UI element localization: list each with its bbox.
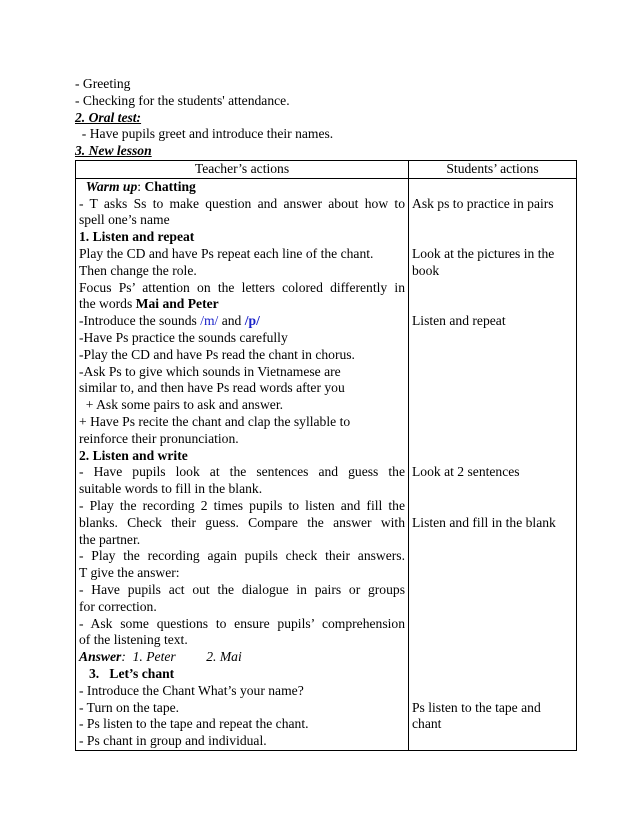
teacher-text: suitable words to fill in the blank. [79,481,263,497]
teacher-text: similar to, and then have Ps read words after you [79,380,345,396]
teacher-text [79,313,405,330]
teacher-text: -Have Ps practice the sounds carefully [79,329,288,345]
attendance-line: - Checking for the students' attendance. [75,92,290,108]
teacher-text: + Have Ps recite the chant and clap the syllable to [79,413,351,429]
teacher-text-pre: -Introduce the sounds [79,313,201,329]
answer-line [79,649,405,666]
sound-m: /m/ [200,313,219,329]
warm-up-sep: : [137,178,145,194]
teacher-text [79,397,405,414]
student-text: Listen and fill in the blank [412,514,556,530]
section-heading-listen-repeat: 1. Listen and repeat [79,229,195,245]
highlight-words: Mai and Peter [135,296,219,312]
teacher-text: - Ps listen to the tape and repeat the chant. [79,716,309,732]
lesson-plan-table [75,160,577,751]
table-header-row [76,161,577,179]
oral-test-line [75,126,575,143]
student-text: Ps listen to the tape and [412,699,541,715]
students-actions-header: Students’ actions [409,161,577,179]
answer-label: Answer [79,649,122,665]
teacher-text: Then change the role. [79,262,197,278]
teacher-text: spell one’s name [79,212,170,228]
warm-up-title: Chatting [144,178,196,194]
teacher-text: - Ps chant in group and individual. [79,733,267,749]
answer-text: : 1. Peter 2. Mai [121,649,242,665]
teacher-text: -Play the CD and have Ps read the chant in chorus. [79,346,355,362]
section-heading-lets-chant: 3. Let’s chant [89,665,175,681]
teacher-text: - Have pupils look at the sentences and guess the [79,464,405,480]
warm-up-label: Warm up [85,178,138,194]
table-row [76,178,577,750]
teacher-text: - Have pupils act out the dialogue in pairs or groups [79,581,405,597]
warm-up-line [79,179,405,196]
student-text: Look at the pictures in the [412,245,555,261]
greeting-line: - Greeting [75,76,131,91]
teacher-text-pre: the words [79,296,136,312]
student-text: Look at 2 sentences [412,464,520,480]
teacher-text: - Turn on the tape. [79,699,180,715]
student-text: chant [412,716,442,732]
teacher-text: the partner. [79,531,141,547]
new-lesson-heading: 3. New lesson [75,143,152,159]
teacher-text-inner: + Ask some pairs to ask and answer. [82,397,283,413]
student-text: book [412,262,440,278]
teacher-text: - Ask some questions to ensure pupils’ comprehension [79,615,405,631]
teacher-text: blanks. Check their guess. Compare the answer with [79,514,405,530]
teacher-text: Focus Ps’ attention on the letters colored differently in [79,279,405,295]
teacher-text: -Ask Ps to give which sounds in Vietnamese are [79,363,341,379]
teacher-text: reinforce their pronunciation. [79,430,239,446]
teacher-text: T give the answer: [79,565,180,581]
teacher-text-and: and [218,313,245,329]
teacher-text [79,296,405,313]
oral-test-heading: 2. Oral test: [75,109,142,125]
teacher-text: - Play the recording 2 times pupils to listen and fill the [79,497,405,513]
teacher-actions-header: Teacher’s actions [76,161,409,179]
section-heading-listen-write: 2. Listen and write [79,447,188,463]
oral-test-text: - Have pupils greet and introduce their names. [81,126,334,142]
sound-p: /p/ [244,313,260,329]
teacher-text: Play the CD and have Ps repeat each line of the chant. [79,245,374,261]
teacher-text: - Play the recording again pupils check their answers. [79,548,405,564]
teacher-actions-cell [76,178,409,750]
student-text: Ask ps to practice in pairs [412,195,554,211]
teacher-text: of the listening text. [79,632,188,648]
students-actions-cell [409,178,577,750]
student-text: Listen and repeat [412,313,506,329]
teacher-text: - T asks Ss to make question and answer about how to [79,195,405,211]
teacher-text: - Introduce the Chant What’s your name? [79,682,304,698]
teacher-text: for correction. [79,598,157,614]
lesson-intro [75,76,575,160]
